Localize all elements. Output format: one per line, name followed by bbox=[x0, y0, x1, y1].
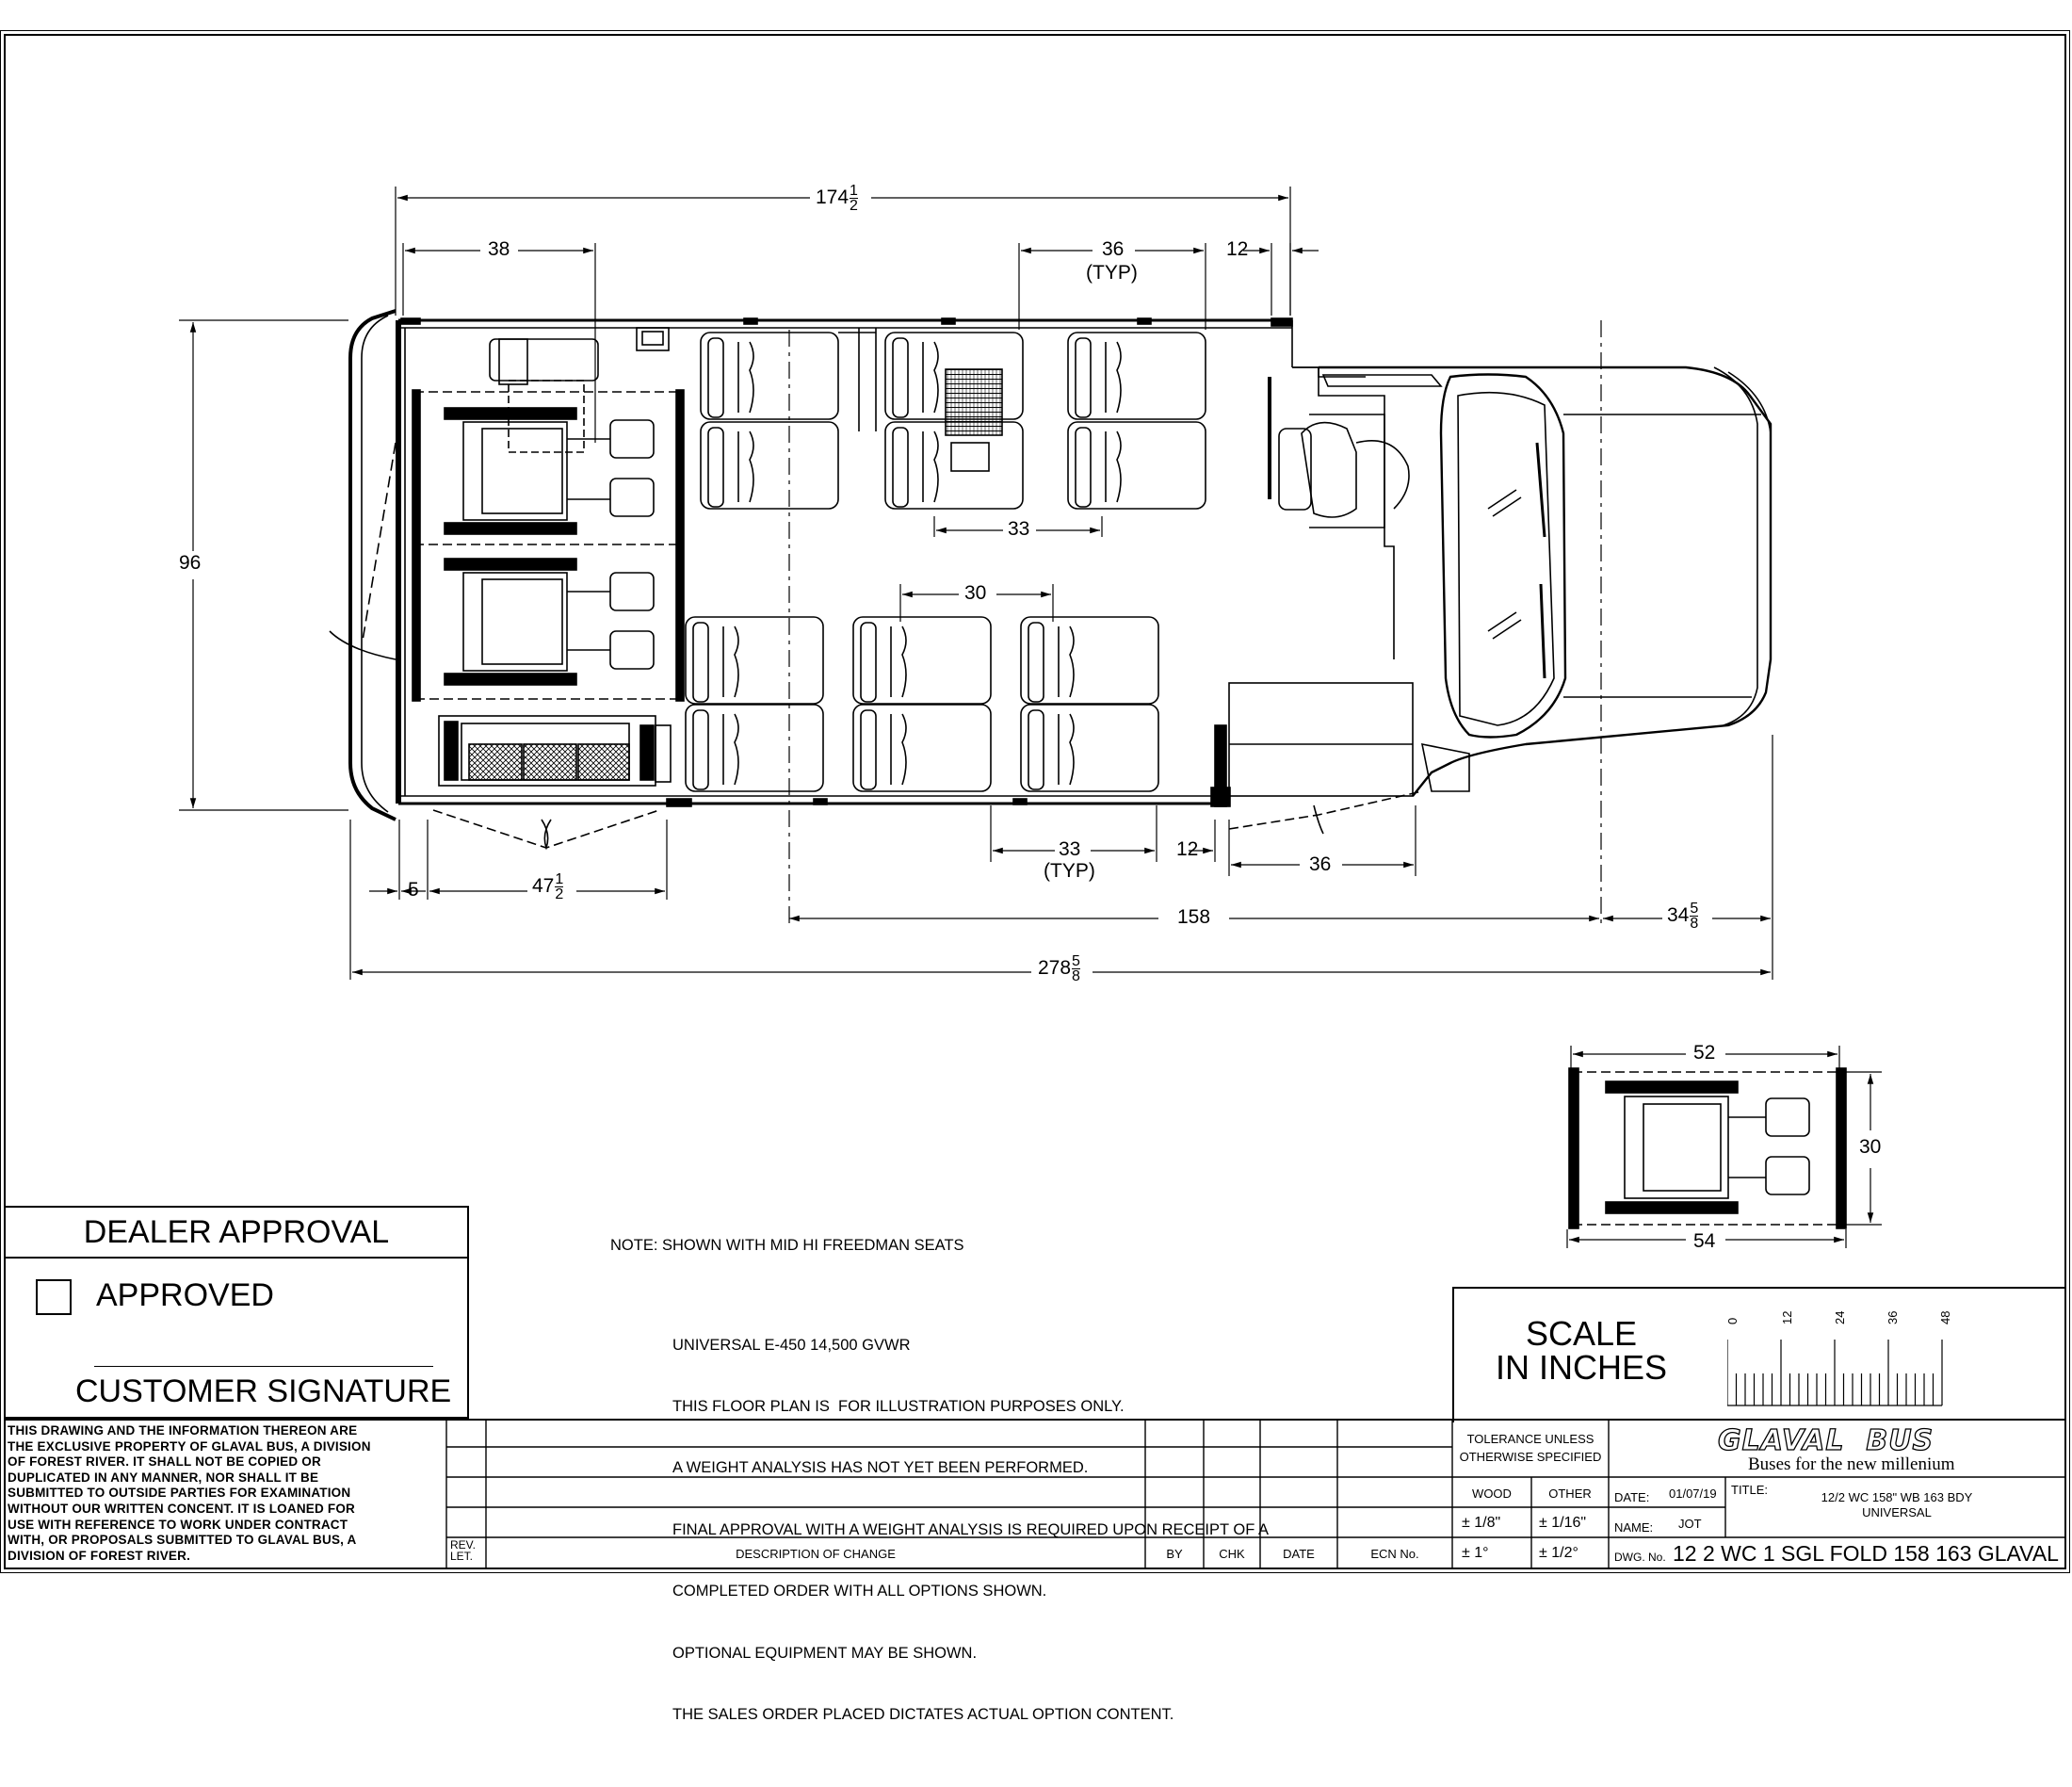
dim-wheelbase: 158 bbox=[1177, 906, 1211, 928]
dim-front-overhang: $34\frac{5}{8}$ bbox=[1667, 901, 1699, 932]
company-slogan: Buses for the new millenium bbox=[1748, 1454, 1955, 1474]
dim-overall-length: $278\frac{5}{8}$ bbox=[1038, 953, 1080, 984]
cab-front bbox=[1292, 367, 1771, 796]
dim-entry-gap: 12 bbox=[1176, 838, 1199, 860]
driver-seat bbox=[1270, 377, 1409, 528]
dim-rear-seat-space: 38 bbox=[488, 238, 510, 260]
wheelchair-2 bbox=[445, 559, 654, 685]
date-value: 01/07/19 bbox=[1669, 1486, 1717, 1501]
ecn-header: ECN No. bbox=[1370, 1547, 1419, 1561]
dim-rear-offset: 5 bbox=[408, 879, 419, 901]
chk-header: CHK bbox=[1219, 1547, 1245, 1561]
dim-width: 96 bbox=[179, 552, 202, 574]
seat-top-2 bbox=[885, 333, 1023, 509]
proprietary-notice: THIS DRAWING AND THE INFORMATION THEREON ARE THE EXCLUSIVE PROPERTY OF GLAVAL BUS, A DIVISION OF FOREST RIVER. IT SHALL NOT BE COPIED OR DUPLICATED IN ANY MANNER, NOR SHALL IT BE SUBMITTED TO OUTSIDE PARTIES FOR EXAMINATION WITHOUT OUR WRITTEN CONCENT. IT IS LOANED FOR USE WITH REFERENCE TO WORK UNDER CONTRACT WITH, OR PROPOSALS SUBMITTED TO GLAVAL BUS, A DIVISION OF FOREST RIVER. bbox=[8, 1423, 371, 1563]
dim-top-right-gap: 12 bbox=[1226, 238, 1249, 260]
note-line: A WEIGHT ANALYSIS HAS NOT YET BEEN PERFORMED. bbox=[672, 1459, 1089, 1477]
dim-seat-pitch-top: 36 bbox=[1102, 238, 1125, 260]
seat-bottom-2 bbox=[853, 617, 991, 791]
dwg-label: DWG. No. bbox=[1614, 1551, 1666, 1564]
signature-line[interactable] bbox=[94, 1366, 433, 1367]
dim-entry-door: 36 bbox=[1309, 853, 1332, 875]
wood-linear-tolerance: ± 1/8" bbox=[1462, 1515, 1501, 1531]
dealer-approval-box bbox=[4, 1206, 469, 1419]
customer-signature-label: CUSTOMER SIGNATURE bbox=[75, 1373, 452, 1409]
dim-seat-pitch-bottom: 33 bbox=[1059, 838, 1081, 860]
entry-steps bbox=[1229, 683, 1422, 834]
wheelchair-detail bbox=[1567, 1046, 1882, 1248]
dim-overall-top: $174\frac{1}{2}$ bbox=[816, 183, 858, 214]
dim-wc-length: 52 bbox=[1693, 1042, 1716, 1064]
tolerance-label: TOLERANCE UNLESS OTHERWISE SPECIFIED bbox=[1459, 1432, 1602, 1464]
by-header: BY bbox=[1166, 1547, 1183, 1561]
dim-rear-door: $47\frac{1}{2}$ bbox=[532, 871, 564, 902]
note-line: COMPLETED ORDER WITH ALL OPTIONS SHOWN. bbox=[672, 1583, 1047, 1600]
note-line: THIS FLOOR PLAN IS FOR ILLUSTRATION PURPOSES ONLY. bbox=[672, 1397, 1125, 1415]
company-logo: GLAVAL BUS bbox=[1718, 1424, 1934, 1457]
other-linear-tolerance: ± 1/16" bbox=[1539, 1515, 1587, 1531]
dim-wc-width: 30 bbox=[1859, 1136, 1882, 1158]
wood-label: WOOD bbox=[1472, 1486, 1512, 1501]
description-header: DESCRIPTION OF CHANGE bbox=[736, 1547, 896, 1561]
title-label: TITLE: bbox=[1731, 1483, 1769, 1497]
other-angle-tolerance: ± 1/2° bbox=[1539, 1545, 1578, 1561]
wheelchair-1 bbox=[445, 408, 654, 534]
wheelchair-lift bbox=[433, 716, 671, 848]
note-line: FINAL APPROVAL WITH A WEIGHT ANALYSIS IS REQUIRED UPON RECEIPT OF A bbox=[672, 1520, 1269, 1538]
wood-angle-tolerance: ± 1° bbox=[1462, 1545, 1489, 1561]
note-line: UNIVERSAL E-450 14,500 GVWR bbox=[672, 1336, 911, 1354]
seat-bottom-3 bbox=[1021, 617, 1158, 791]
approved-label: APPROVED bbox=[96, 1277, 274, 1313]
note-title: NOTE: SHOWN WITH MID HI FREEDMAN SEATS bbox=[610, 1236, 964, 1254]
other-label: OTHER bbox=[1548, 1486, 1592, 1501]
dwg-number: 12 2 WC 1 SGL FOLD 158 163 GLAVAL bbox=[1673, 1541, 2059, 1566]
date-header: DATE bbox=[1283, 1547, 1315, 1561]
drawing-title: 12/2 WC 158" WB 163 BDY UNIVERSAL bbox=[1821, 1490, 1973, 1519]
note-line: OPTIONAL EQUIPMENT MAY BE SHOWN. bbox=[672, 1644, 978, 1662]
seat-top-3 bbox=[1068, 333, 1206, 509]
name-value: JOT bbox=[1678, 1517, 1702, 1531]
seat-bottom-1 bbox=[686, 617, 823, 791]
title-block bbox=[4, 1419, 2064, 1568]
scale-box: SCALE IN INCHES 0 12 24 36 48 bbox=[1452, 1287, 2064, 1422]
note-line: THE SALES ORDER PLACED DICTATES ACTUAL OPTION CONTENT. bbox=[672, 1705, 1174, 1723]
scale-title: SCALE IN INCHES bbox=[1495, 1314, 1668, 1387]
dim-wc-overall: 54 bbox=[1693, 1230, 1716, 1252]
name-label: NAME: bbox=[1614, 1520, 1654, 1535]
dim-seat-pitch-top-typ: (TYP) bbox=[1086, 262, 1138, 284]
date-label: DATE: bbox=[1614, 1490, 1650, 1504]
dealer-approval-title: DEALER APPROVAL bbox=[6, 1208, 467, 1259]
rev-let-header: REV. LET. bbox=[450, 1538, 476, 1563]
dim-seat-pitch-bottom-typ: (TYP) bbox=[1044, 860, 1095, 882]
dim-seat-width-mid: 30 bbox=[964, 582, 987, 604]
approved-checkbox[interactable] bbox=[36, 1279, 72, 1315]
seat-top-1 bbox=[701, 328, 876, 509]
folded-seat-rear bbox=[490, 328, 669, 452]
dim-aisle-seat-width: 33 bbox=[1008, 518, 1030, 540]
